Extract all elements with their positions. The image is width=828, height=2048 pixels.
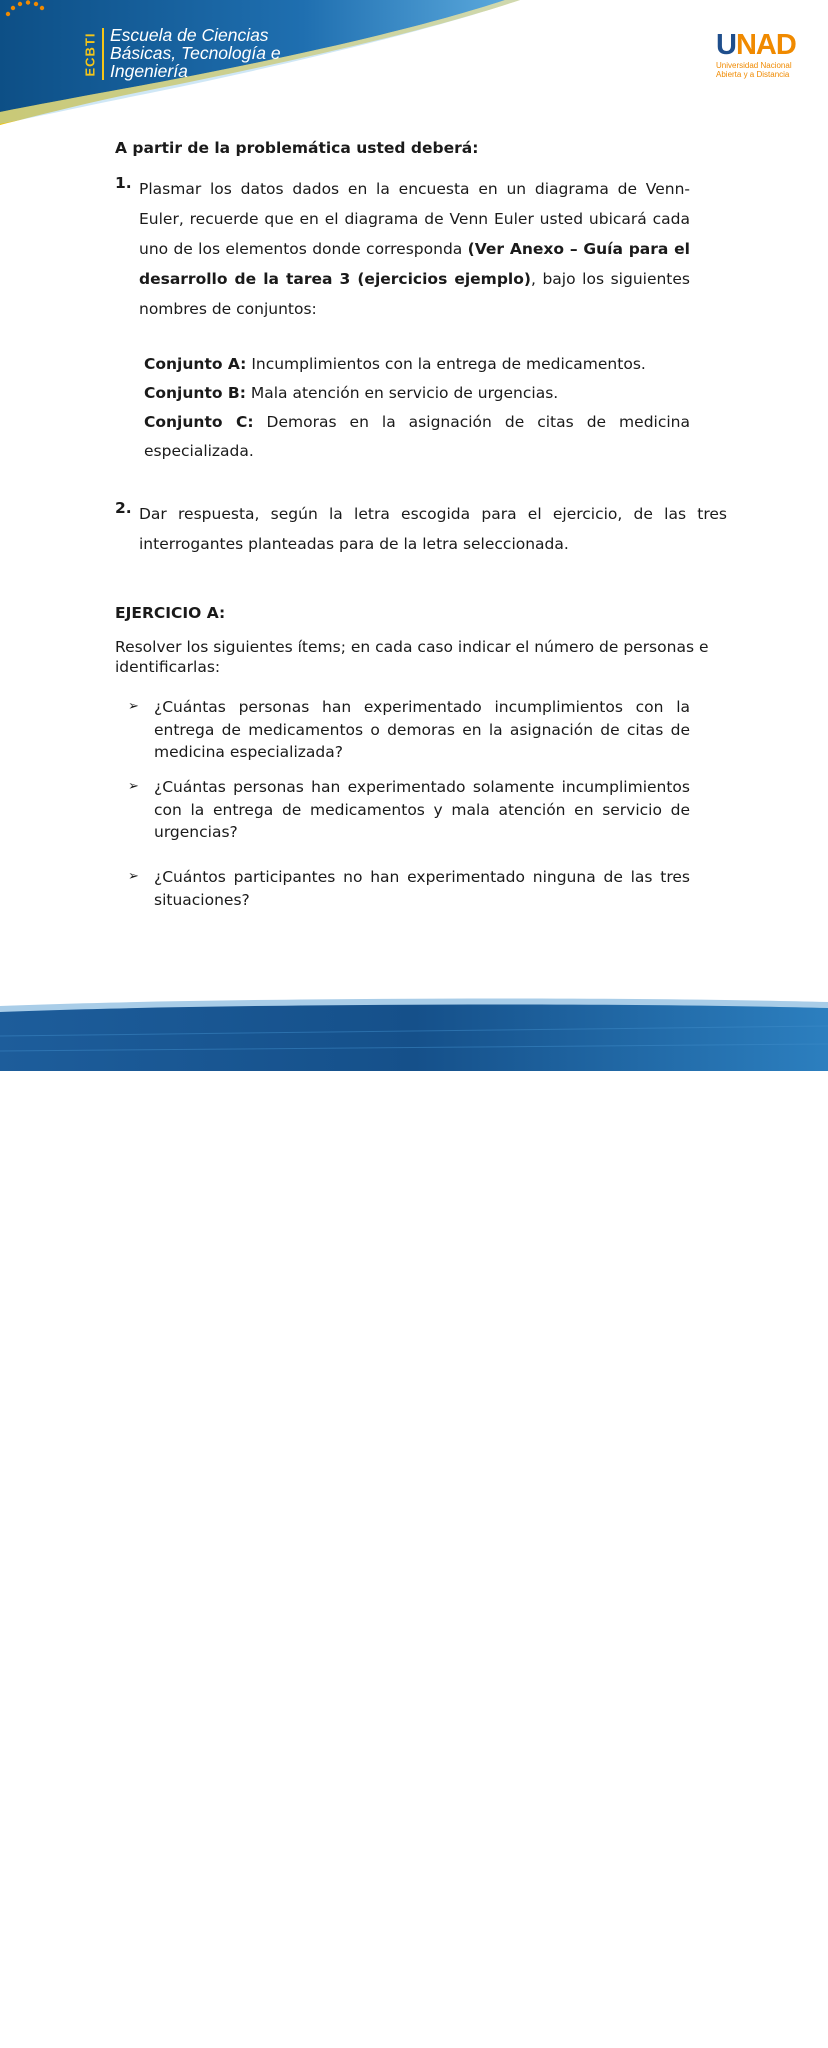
sets-list	[144, 350, 690, 466]
arrow-bullet-icon: ➢	[128, 869, 139, 884]
numbered-item-2	[115, 499, 727, 559]
set-c: Conjunto C: Demoras en la asignación de citas de medicina especializada.	[144, 413, 690, 460]
bullet-item: ➢ ¿Cuántas personas han experimentado incumplimientos con la entrega de medicamentos o demoras en la asignación de citas de medicina especializada?	[128, 698, 690, 761]
intro-heading: A partir de la problemática usted deberá:	[115, 139, 479, 157]
numbered-item-1	[115, 174, 690, 324]
item-text: Dar respuesta, según la letra escogida para el ejercicio, de las tres interrogantes planteadas para de la letra seleccionada.	[139, 505, 727, 553]
footer-band-shape	[0, 996, 828, 1071]
bullet-item: ➢ ¿Cuántas personas han experimentado solamente incumplimientos con la entrega de medicamentos y mala atención en servicio de urgencias?	[128, 778, 690, 841]
footer-copyright: UNAD © 2020 derechos reservados.	[678, 2026, 812, 2048]
bullet-item: ➢ ¿Cuántos participantes no han experimentado ninguna de las tres situaciones?	[128, 868, 690, 909]
footer-notice: Prohibida su reproducción y copia sin autorización de la UNAD.	[452, 2026, 676, 2048]
school-name: Escuela de Ciencias Básicas, Tecnología e Ingeniería	[110, 25, 281, 81]
page-header	[0, 0, 828, 140]
item-text: Plasmar los datos dados en la encuesta en un diagrama de Venn-Euler, recuerde que en el diagrama de Venn Euler usted ubicará cada uno de los elementos donde corresponda (Ver Anexo – Guía para el desarrollo de la tarea 3 (ejercicios ejemplo), bajo los siguientes nombres de conjuntos:	[139, 180, 690, 318]
exercise-intro: Resolver los siguientes ítems; en cada caso indicar el número de personas e identificarlas:	[115, 638, 709, 676]
ecbti-divider	[102, 28, 104, 80]
unad-logo-dots-icon	[0, 0, 92, 62]
arrow-bullet-icon: ➢	[128, 779, 139, 794]
unad-logo-subtitle: Universidad Nacional Abierta y a Distancia	[716, 61, 792, 79]
item-number: 1.	[115, 174, 132, 192]
exercise-title: EJERCICIO A:	[115, 604, 226, 622]
page-footer	[0, 996, 828, 2041]
set-b: Conjunto B: Mala atención en servicio de urgencias.	[144, 384, 559, 402]
item-number: 2.	[115, 499, 132, 517]
ecbti-acronym: ECBTI	[82, 32, 98, 76]
arrow-bullet-icon: ➢	[128, 699, 139, 714]
unad-logo-wordmark: UNAD	[716, 29, 796, 61]
set-a: Conjunto A: Incumplimientos con la entrega de medicamentos.	[144, 355, 646, 373]
